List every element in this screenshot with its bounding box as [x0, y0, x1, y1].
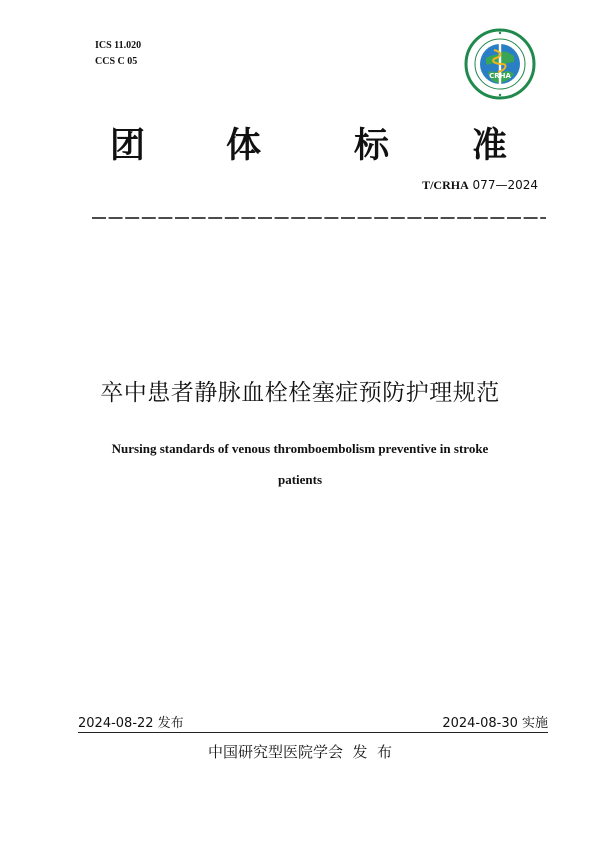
- document-title-english-continued: patients: [277, 472, 323, 487]
- publisher-line: 中国研究型医院学会 发 布: [207, 743, 393, 761]
- association-logo: [464, 28, 536, 100]
- standard-code-prefix: T/CRHA: [422, 178, 469, 192]
- implementation-date: 2024-08-30 实施: [442, 716, 548, 731]
- heading-char: 团: [110, 126, 146, 166]
- document-title-english: Nursing standards of venous thromboembolism preventive in stroke: [111, 441, 489, 456]
- svg-text:CRHA: CRHA: [489, 72, 511, 80]
- association-logo-icon: [464, 28, 536, 100]
- footer-divider: [78, 732, 548, 733]
- dashed-divider: [92, 209, 546, 221]
- ccs-code: CCS C 05: [95, 56, 138, 67]
- issue-date: 2024-08-22 发布: [78, 716, 184, 731]
- heading-char: 准: [472, 126, 508, 166]
- document-title-chinese: 卒中患者静脉血栓栓塞症预防护理规范: [100, 380, 500, 406]
- standard-code-number: 077—2024: [468, 178, 538, 192]
- heading-char: 标: [354, 126, 390, 166]
- heading-char: 体: [226, 126, 262, 166]
- standard-code: [422, 178, 538, 193]
- document-type-heading: [92, 118, 542, 170]
- ics-code: ICS 11.020: [95, 40, 142, 51]
